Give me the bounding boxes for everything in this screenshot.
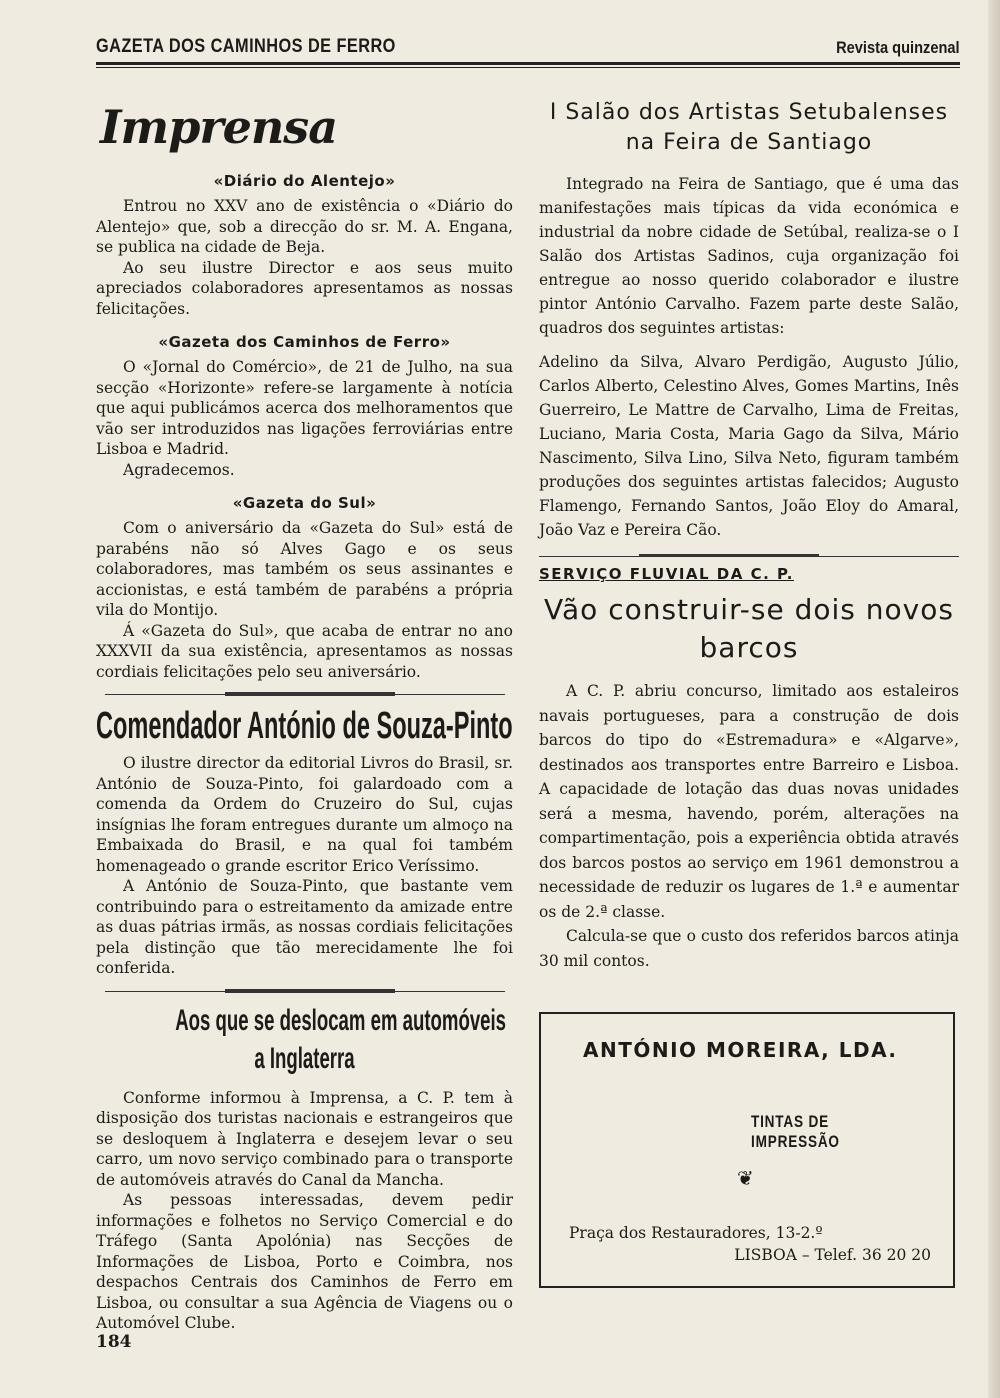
- paragraph: Calcula-se que o custo dos referidos barcos atinja 30 mil contos.: [539, 927, 959, 970]
- article-title-line2: a Inglaterra: [254, 1041, 355, 1075]
- running-header: [96, 34, 960, 64]
- article-title-line2: barcos: [699, 631, 799, 664]
- imprensa-title: Imprensa: [100, 100, 338, 154]
- article-title: Comendador António de Souza-Pinto: [96, 705, 513, 747]
- paragraph: A António de Souza-Pinto, que bastante vem contribuindo para o estreitamento da amizade entre as duas pátrias irmãs, as nossas cordiais felicitações pela distinção que tão merecidamente lhe foi conferida.: [96, 877, 513, 977]
- article-title-line1: I Salão dos Artistas Setubalenses: [549, 100, 949, 125]
- section-divider: [539, 556, 959, 557]
- section-label: SERVIÇO FLUVIAL DA C. P.: [539, 565, 794, 583]
- right-column: [539, 96, 959, 973]
- paragraph: O «Jornal do Comércio», de 21 de Julho, na sua secção «Horizonte» refere-se largamente à notícia que aqui publicámos acerca dos melhoramentos que vão ser introduzidos nas ligações ferroviárias entre Lisboa e Madrid.: [96, 358, 513, 458]
- paragraph: Entrou no XXV ano de existência o «Diário do Alentejo» que, sob a direcção do sr. M. A. Engana, se publica na cidade de Beja.: [96, 197, 513, 256]
- journal-frequency: Revista quinzenal: [836, 38, 960, 57]
- article-title-line1: Aos que se deslocam em automóveis: [175, 1003, 507, 1037]
- section-gazeta-caminhos-ferro: [96, 333, 513, 480]
- ad-city-phone: LISBOA – Telef. 36 20 20: [734, 1246, 931, 1264]
- article-comendador: [96, 705, 513, 979]
- section-heading: «Gazeta dos Caminhos de Ferro»: [158, 333, 451, 351]
- paragraph: O ilustre director da editorial Livros do Brasil, sr. António de Souza-Pinto, foi galardoado com a comenda da Ordem do Cruzeiro do Sul, cujas insígnias lhe foram entregues durante um almoço na Embaixada do Brasil, e na qual foi também homenageado o grande escritor Erico Veríssimo.: [96, 754, 513, 875]
- article-title-line1: Vão construir-se dois novos: [544, 593, 954, 626]
- article-title: [539, 591, 959, 667]
- section-gazeta-sul: [96, 494, 513, 682]
- ad-product: TINTAS DE IMPRESSÃO: [751, 1112, 840, 1151]
- page-number: 184: [96, 1332, 132, 1352]
- ad-address: Praça dos Restauradores, 13-2.º: [569, 1224, 823, 1242]
- advertisement-box: [539, 1012, 955, 1288]
- section-diario-alentejo: [96, 172, 513, 319]
- section-heading: «Diário do Alentejo»: [213, 172, 396, 190]
- paragraph: Agradecemos.: [123, 460, 235, 479]
- section-heading: «Gazeta do Sul»: [232, 494, 377, 512]
- ad-company-name: ANTÓNIO MOREIRA, LDA.: [583, 1038, 898, 1062]
- article-salao: [539, 98, 959, 542]
- ornament-icon: ❦: [737, 1166, 754, 1190]
- section-divider: [105, 991, 505, 992]
- article-automoveis: [96, 1002, 513, 1334]
- paragraph: Conforme informou à Imprensa, a C. P. tem à disposição dos turistas nacionais e estrangeiros que se desloquem à Inglaterra e desejem levar o seu carro, um novo serviço combinado para o transporte de automóveis através do Canal da Mancha.: [96, 1088, 513, 1189]
- artists-list: Adelino da Silva, Alvaro Perdigão, Augusto Júlio, Carlos Alberto, Celestino Alves, Gomes Martins, Inês Guerreiro, Le Mattre de Carvalho, Lima de Freitas, Luciano, Maria Costa, Maria Gago da Silva, Mário Nascimento, Silva Lino, Silva Neto, figuram também produções dos seguintes artistas falecidos; Augusto Flamengo, Fernando Santos, João Eloy do Amaral, João Vaz e Pereira Cão.: [539, 353, 959, 539]
- article-fluvial: [539, 565, 959, 973]
- paragraph: Integrado na Feira de Santiago, que é uma das manifestações mais típicas da vida económica e industrial da nobre cidade de Setúbal, realiza-se o I Salão dos Artistas Sadinos, cuja organização foi entregue ao nosso querido colaborador e ilustre pintor António Carvalho. Fazem parte deste Salão, quadros dos seguintes artistas:: [539, 175, 959, 337]
- paragraph: Com o aniversário da «Gazeta do Sul» está de parabéns não só Alves Gago e os seus colaboradores, mas também os seus assinantes e accionistas, e está também de parabéns a própria vila do Montijo.: [96, 519, 513, 619]
- paragraph: Ao seu ilustre Director e aos seus muito apreciados colaboradores apresentamos as nossas felicitações.: [96, 258, 513, 318]
- header-rule: [96, 62, 960, 68]
- journal-title: GAZETA DOS CAMINHOS DE FERRO: [96, 36, 396, 57]
- article-title-line2: na Feira de Santiago: [625, 130, 873, 155]
- page-edge: [988, 0, 1000, 1398]
- section-divider: [105, 694, 505, 695]
- article-title: [539, 98, 959, 158]
- paragraph: As pessoas interessadas, devem pedir informações e folhetos no Serviço Comercial e do Tráfego (Santa Apolónia) nas Secções de Informações de Lisboa, Porto e Coimbra, nos despachos Centrais dos Caminhos de Ferro em Lisboa, ou consultar a sua Agência de Viagens ou o Automóvel Clube.: [96, 1191, 513, 1332]
- paragraph: Á «Gazeta do Sul», que acaba de entrar no ano XXXVII da sua existência, apresentamos as nossas cordiais felicitações pelo seu aniversário.: [96, 621, 513, 681]
- left-column: [96, 96, 513, 1334]
- paragraph: A C. P. abriu concurso, limitado aos estaleiros navais portugueses, para a construção de dois barcos do tipo do «Estremadura» e «Algarve», destinados aos transportes entre Barreiro e Lisboa. A capacidade de lotação das duas novas unidades será a mesma, havendo, porém, alterações na compartimentação, pois a experiência obtida através dos barcos postos ao serviço em 1961 demonstrou a necessidade de reduzir os lugares de 1.ª e aumentar os de 2.ª classe.: [539, 682, 959, 921]
